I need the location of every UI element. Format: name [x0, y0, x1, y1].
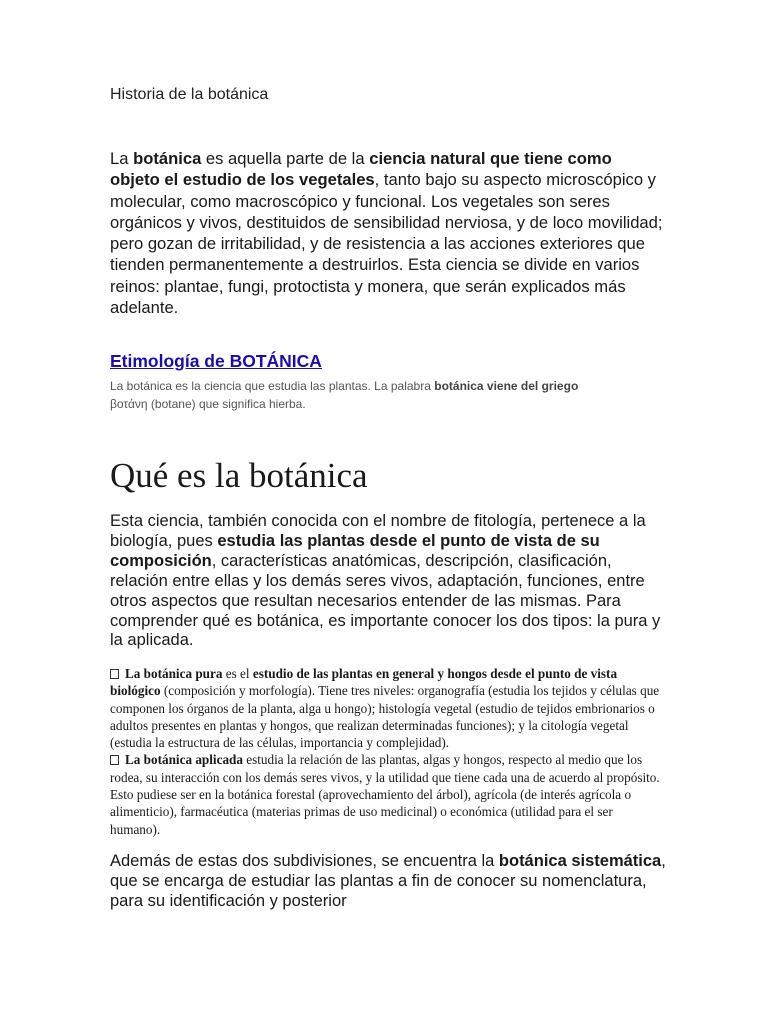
pura-bold-1: La botánica pura — [125, 666, 223, 681]
intro-text-1: La — [110, 149, 134, 168]
closing-text-1: Además de estas dos subdivisiones, se encuentra la — [110, 852, 499, 870]
checkbox-bullet-icon — [110, 669, 119, 679]
pura-text-2: (composición y morfología). Tiene tres niveles: organografía (estudia los tejidos y células que componen los órganos de la planta, alga u hongo); histología vegetal (estudio de tejidos embrionarios o adultos presentes en plantas y hongos, que realizan determinadas funciones); y la citología vegetal (estudia la estructura de las células, importancia y complejidad). — [110, 683, 660, 751]
closing-text-2: , que se encarga de estudiar las plantas a fin de conocer su nomenclatura, para su identificación y posterior — [110, 852, 666, 910]
aplicada-text-1: estudia la relación de las plantas, algas y hongos, respecto al medio que los rodea, su interacción con los demás seres vivos, y la utilidad que tiene cada una de acuerdo al propósito. Esto pudiese ser en la botánica forestal (aprovechamiento del árbol), agrícola (de interés agrícola o alimenticio), farmacéutica (materias primas de uso medicinal) o económica (utilidad para el ser humano). — [110, 752, 660, 837]
etymology-text-2: βοτάνη (botane) que significa hierba. — [110, 397, 306, 411]
section-bold-1: estudia las plantas desde el punto de vista de su composición — [110, 531, 600, 570]
etymology-bold-1: botánica viene del griego — [434, 379, 579, 393]
intro-paragraph — [110, 148, 666, 318]
checkbox-bullet-icon — [110, 755, 119, 765]
etymology-text-1: La botánica es la ciencia que estudia las plantas. La palabra — [110, 379, 435, 393]
intro-bold-2: ciencia natural que tiene como objeto el estudio de los vegetales — [110, 149, 612, 190]
document-title: Historia de la botánica — [110, 86, 269, 103]
section-heading: Qué es la botánica — [110, 456, 368, 495]
closing-paragraph — [110, 851, 666, 911]
etymology-paragraph — [110, 377, 610, 413]
types-list — [110, 665, 666, 838]
pura-bold-2: estudio de las plantas en general y hongos desde el punto de vista biológico — [110, 666, 618, 699]
closing-bold-1: botánica sistemática — [498, 852, 662, 870]
intro-bold-1: botánica — [133, 149, 202, 168]
section-text-1: Esta ciencia, también conocida con el nombre de fitología, pertenece a la biología, pues — [110, 512, 646, 550]
intro-text-3: , tanto bajo su aspecto microscópico y molecular, como macroscópico y funcional. Los vegetales son seres orgánicos y vivos, destituidos de sensibilidad nerviosa, y de loco movilidad; pero gozan de irritabilidad, y de resistencia a las acciones exteriores que tienden permanentemente a destruirlos. Esta ciencia se divide en varios reinos: plantae, fungi, protoctista y monera, que serán explicados más adelante. — [110, 170, 663, 318]
aplicada-bold-1: La botánica aplicada — [125, 752, 243, 768]
list-item-pura — [110, 665, 666, 751]
etymology-heading-link[interactable]: Etimología de BOTÁNICA — [110, 351, 322, 371]
section-text-2: , características anatómicas, descripción, clasificación, relación entre ellas y los demás seres vivos, adaptación, funciones, entre otros aspectos que resultan necesarios entender de las mismas. Para comprender qué es botánica, es importante conocer los dos tipos: la pura y la aplicada. — [110, 551, 661, 650]
pura-text-1: es el — [222, 666, 253, 681]
section-paragraph — [110, 512, 666, 651]
intro-text-2: es aquella parte de la — [201, 149, 370, 168]
list-item-aplicada — [110, 751, 666, 837]
